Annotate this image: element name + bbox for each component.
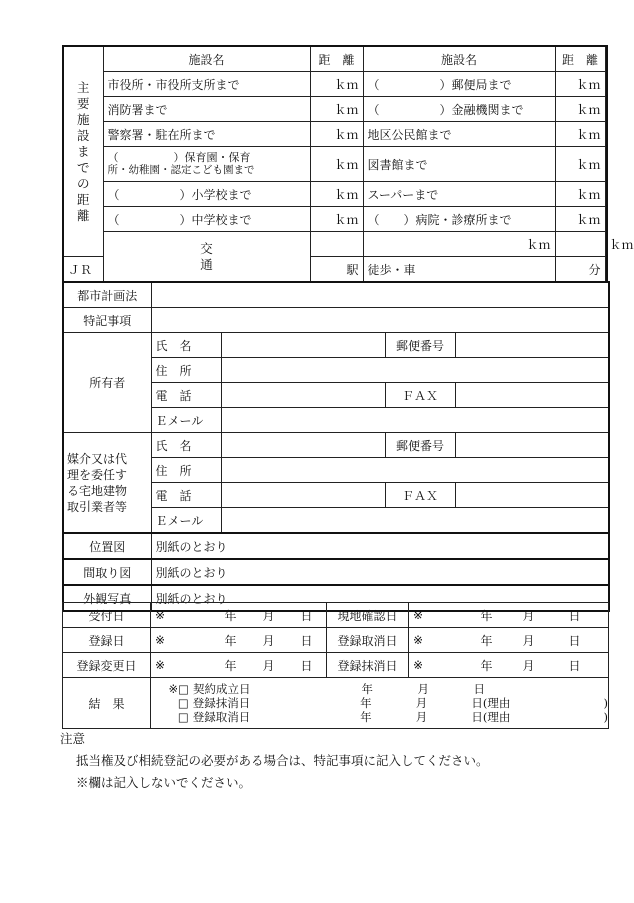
transport-km-right[interactable]: ｋｍ [605, 232, 607, 257]
notes-line-2: ※欄は記入しないでください。 [76, 775, 252, 790]
owner-address-field[interactable] [221, 358, 609, 383]
facility-left-1: 市役所・市役所支所まで [103, 72, 310, 97]
km-left-5[interactable]: ｋｍ [310, 182, 363, 207]
owner-phone-field[interactable] [221, 383, 385, 408]
agent-postal-label: 郵便番号 [385, 433, 455, 458]
facility-left-5: （ ）小学校まで [103, 182, 310, 207]
result-label: 結 果 [63, 678, 151, 729]
km-right-4[interactable]: ｋｍ [555, 147, 605, 182]
registration-cancel-date-field[interactable]: 年 月 日 [433, 628, 609, 653]
owner-name-field[interactable] [221, 333, 385, 358]
km-left-4[interactable]: ｋｍ [310, 147, 363, 182]
agent-fax-label: ＦＡＸ [385, 483, 455, 508]
facility-right-5: スーパーまで [363, 182, 555, 207]
km-left-3[interactable]: ｋｍ [310, 122, 363, 147]
registration-date-field[interactable]: 年 月 日 [175, 628, 327, 653]
site-check-mark: ※ [409, 603, 433, 628]
header-facility-right: 施設名 [363, 46, 555, 72]
registration-cancel-date-label: 登録取消日 [327, 628, 409, 653]
header-distance-left: 距 離 [310, 46, 363, 72]
attachment-photo-label: 外観写真 [63, 585, 151, 611]
registration-change-mark: ※ [151, 653, 175, 678]
facility-right-1: （ ）郵便局まで [363, 72, 555, 97]
transport-route-right[interactable] [555, 232, 605, 257]
special-notes-field[interactable] [151, 308, 609, 333]
transport-jr[interactable]: ＪＲ [63, 257, 103, 283]
agent-fax-field[interactable] [455, 483, 609, 508]
agent-phone-field[interactable] [221, 483, 385, 508]
facility-left-3: 警察署・駐在所まで [103, 122, 310, 147]
facility-side-label: 主 要 施 設 ま で の 距 離 [63, 46, 103, 257]
notes-line-1: 抵当権及び相続登記の必要がある場合は、特記事項に記入してください。 [76, 753, 489, 768]
reception-date-label: 受付日 [63, 603, 151, 628]
transport-side-label: 交 通 [103, 232, 310, 283]
owner-phone-label: 電 話 [151, 383, 221, 408]
site-check-date-label: 現地確認日 [327, 603, 409, 628]
registration-change-date-field[interactable]: 年 月 日 [175, 653, 327, 678]
km-left-6[interactable]: ｋｍ [310, 207, 363, 232]
agent-email-label: Ｅメール [151, 508, 221, 534]
km-right-6[interactable]: ｋｍ [555, 207, 605, 232]
agent-name-field[interactable] [221, 433, 385, 458]
owner-fax-field[interactable] [455, 383, 609, 408]
transport-walk-car[interactable]: 徒歩・車 [363, 257, 555, 283]
owner-postal-label: 郵便番号 [385, 333, 455, 358]
km-left-2[interactable]: ｋｍ [310, 97, 363, 122]
attachment-location-label: 位置図 [63, 533, 151, 559]
attachment-photo-value: 別紙のとおり [151, 585, 609, 611]
result-cancel-row[interactable]: □ 登録取消日 年 月 日 (理由 ) [177, 710, 608, 724]
agent-label: 媒介又は代 理を委任す る宅地建物 取引業者等 [63, 433, 151, 534]
owner-name-label: 氏 名 [151, 333, 221, 358]
registration-erase-date-label: 登録抹消日 [327, 653, 409, 678]
facility-right-4: 図書館まで [363, 147, 555, 182]
attachment-location-value: 別紙のとおり [151, 533, 609, 559]
transport-minutes: 分 [555, 257, 605, 283]
km-right-3[interactable]: ｋｍ [555, 122, 605, 147]
owner-email-label: Ｅメール [151, 408, 221, 433]
facility-left-2: 消防署まで [103, 97, 310, 122]
km-left-1[interactable]: ｋｍ [310, 72, 363, 97]
reception-mark: ※ [151, 603, 175, 628]
registration-erase-mark: ※ [409, 653, 433, 678]
km-right-5[interactable]: ｋｍ [555, 182, 605, 207]
owner-fax-label: ＦＡＸ [385, 383, 455, 408]
notes-section [62, 728, 489, 794]
agent-postal-field[interactable] [455, 433, 609, 458]
registration-mark: ※ [151, 628, 175, 653]
facility-right-3: 地区公民館まで [363, 122, 555, 147]
agent-address-field[interactable] [221, 458, 609, 483]
owner-label: 所有者 [63, 333, 151, 433]
result-options [151, 678, 609, 729]
header-distance-right: 距 離 [555, 46, 605, 72]
owner-email-field[interactable] [221, 408, 609, 433]
notes-title: 注意 [60, 731, 86, 746]
transport-station: 駅 [310, 257, 363, 283]
facility-right-2: （ ）金融機関まで [363, 97, 555, 122]
result-contract-row[interactable]: ※□ 契約成立日 年 月 日 [168, 682, 485, 696]
transport-route-left[interactable] [310, 232, 363, 257]
facility-right-6: （ ）病院・診療所まで [363, 207, 555, 232]
special-notes-label: 特記事項 [63, 308, 151, 333]
header-facility-left: 施設名 [103, 46, 310, 72]
owner-postal-field[interactable] [455, 333, 609, 358]
facility-distance-table [62, 45, 634, 283]
planning-law-field[interactable] [151, 282, 609, 308]
agent-address-label: 住 所 [151, 458, 221, 483]
office-use-table [62, 602, 609, 729]
registration-date-label: 登録日 [63, 628, 151, 653]
site-check-date-field[interactable]: 年 月 日 [433, 603, 609, 628]
planning-law-label: 都市計画法 [63, 282, 151, 308]
registration-change-date-label: 登録変更日 [63, 653, 151, 678]
attachment-floorplan-value: 別紙のとおり [151, 559, 609, 585]
agent-name-label: 氏 名 [151, 433, 221, 458]
owner-agent-table [62, 281, 610, 612]
registration-cancel-mark: ※ [409, 628, 433, 653]
owner-address-label: 住 所 [151, 358, 221, 383]
facility-left-6: （ ）中学校まで [103, 207, 310, 232]
reception-date-field[interactable]: 年 月 日 [175, 603, 327, 628]
km-right-1[interactable]: ｋｍ [555, 72, 605, 97]
agent-phone-label: 電 話 [151, 483, 221, 508]
transport-km-left[interactable]: ｋｍ [363, 232, 555, 257]
km-right-2[interactable]: ｋｍ [555, 97, 605, 122]
facility-left-4: （ ）保育園・保育 所・幼稚園・認定こども園まで [103, 147, 310, 182]
agent-email-field[interactable] [221, 508, 609, 534]
attachment-floorplan-label: 間取り図 [63, 559, 151, 585]
result-erase-row[interactable]: □ 登録抹消日 年 月 日 (理由 ) [177, 696, 608, 710]
registration-erase-date-field[interactable]: 年 月 日 [433, 653, 609, 678]
